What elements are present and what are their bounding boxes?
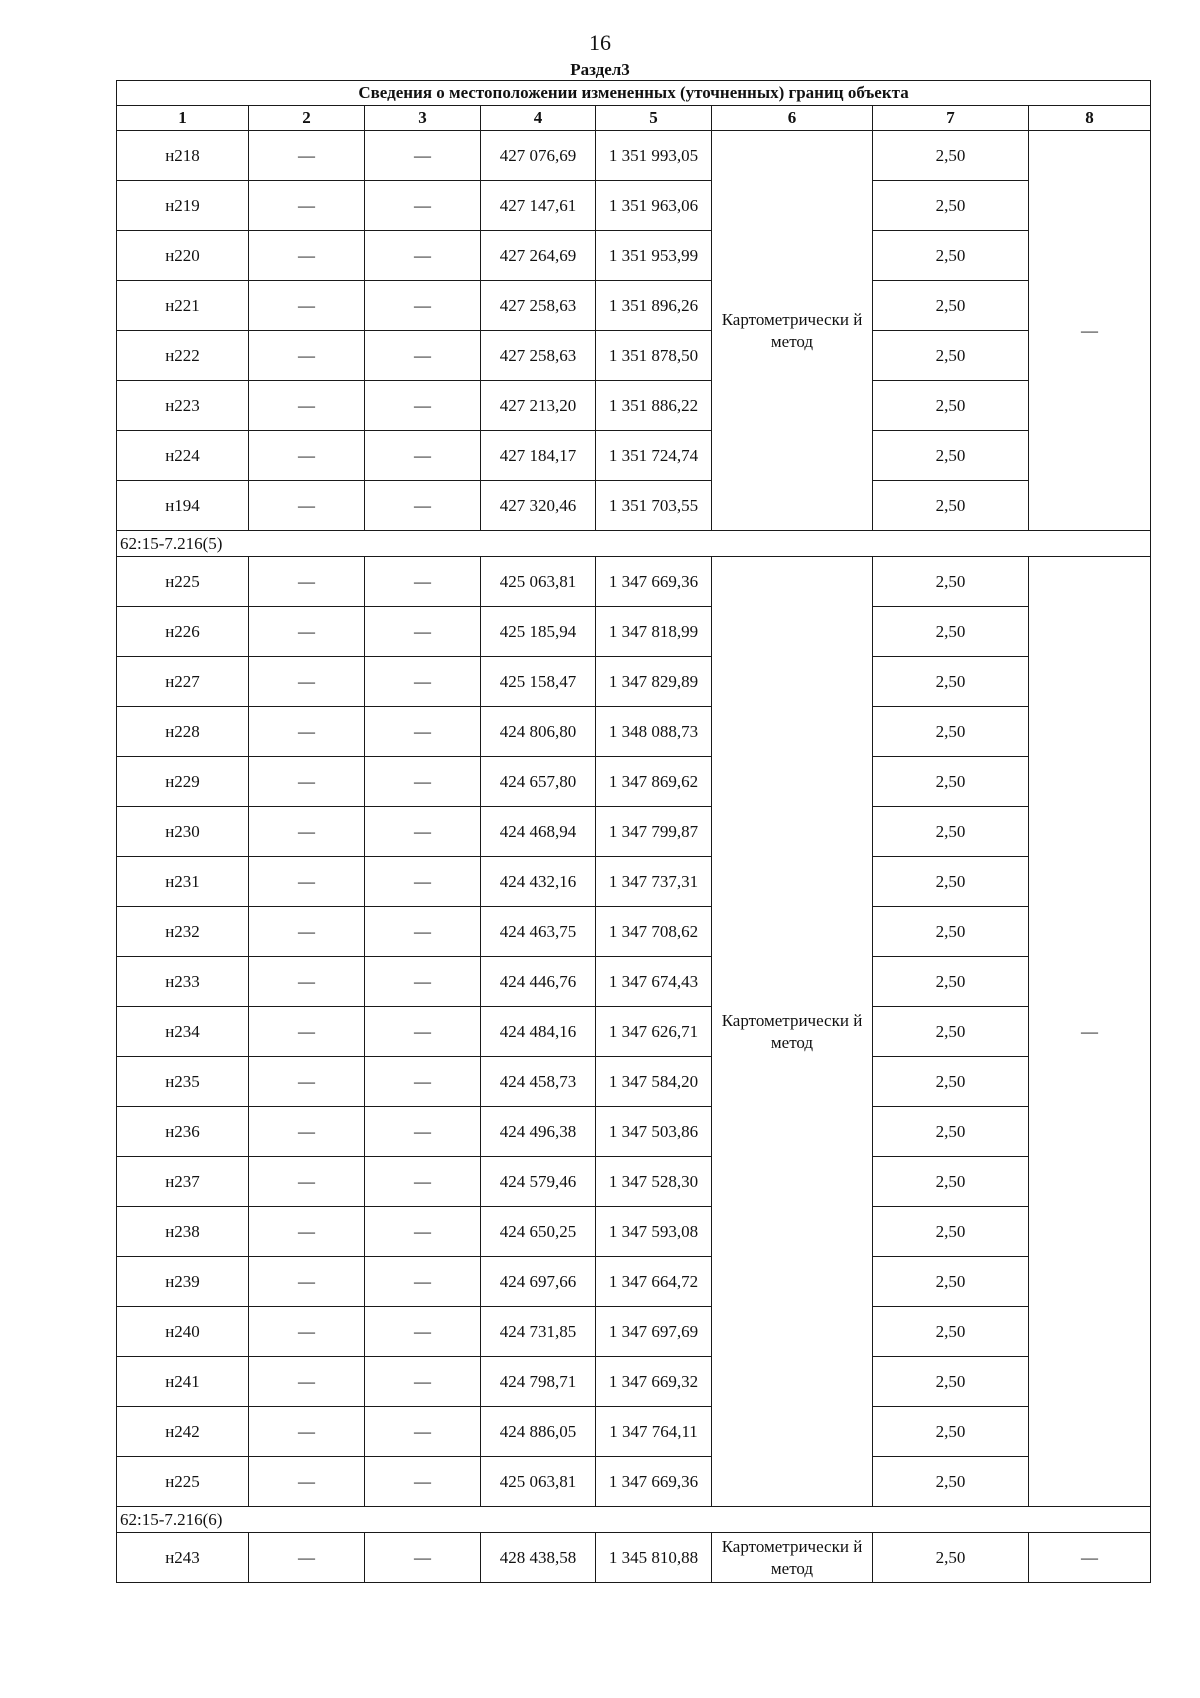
col3-value: — (365, 757, 481, 807)
column-number-row (117, 106, 1151, 131)
col3-value: — (365, 807, 481, 857)
y-coordinate: 1 347 818,99 (596, 607, 712, 657)
accuracy-value: 2,50 (873, 607, 1029, 657)
x-coordinate: 427 184,17 (481, 431, 596, 481)
col3-value: — (365, 1207, 481, 1257)
table-row (117, 657, 1151, 707)
accuracy-value: 2,50 (873, 1257, 1029, 1307)
boundary-points-table (116, 80, 1151, 1583)
x-coordinate: 427 258,63 (481, 331, 596, 381)
x-coordinate: 424 579,46 (481, 1157, 596, 1207)
col2-value: — (249, 657, 365, 707)
y-coordinate: 1 347 664,72 (596, 1257, 712, 1307)
y-coordinate: 1 347 669,32 (596, 1357, 712, 1407)
y-coordinate: 1 351 953,99 (596, 231, 712, 281)
point-name: н233 (117, 957, 249, 1007)
table-row (117, 281, 1151, 331)
col3-value: — (365, 957, 481, 1007)
accuracy-value: 2,50 (873, 381, 1029, 431)
col2-value: — (249, 1307, 365, 1357)
y-coordinate: 1 347 764,11 (596, 1407, 712, 1457)
x-coordinate: 424 463,75 (481, 907, 596, 957)
col2-value: — (249, 707, 365, 757)
point-name: н230 (117, 807, 249, 857)
col3-value: — (365, 1533, 481, 1583)
x-coordinate: 424 731,85 (481, 1307, 596, 1357)
col2-value: — (249, 907, 365, 957)
col3-value: — (365, 431, 481, 481)
col3-value: — (365, 1107, 481, 1157)
col3-value: — (365, 231, 481, 281)
x-coordinate: 425 063,81 (481, 557, 596, 607)
table-row (117, 1357, 1151, 1407)
point-name: н239 (117, 1257, 249, 1307)
x-coordinate: 424 650,25 (481, 1207, 596, 1257)
col2-value: — (249, 381, 365, 431)
y-coordinate: 1 347 584,20 (596, 1057, 712, 1107)
point-name: н238 (117, 1207, 249, 1257)
parcel-label-row (117, 1507, 1151, 1533)
y-coordinate: 1 351 886,22 (596, 381, 712, 431)
method-cell: Картометрически й метод (712, 557, 873, 1507)
x-coordinate: 424 484,16 (481, 1007, 596, 1057)
point-name: н231 (117, 857, 249, 907)
y-coordinate: 1 347 626,71 (596, 1007, 712, 1057)
table-row (117, 807, 1151, 857)
y-coordinate: 1 351 993,05 (596, 131, 712, 181)
x-coordinate: 427 213,20 (481, 381, 596, 431)
accuracy-value: 2,50 (873, 907, 1029, 957)
point-name: н223 (117, 381, 249, 431)
col3-value: — (365, 381, 481, 431)
point-name: н194 (117, 481, 249, 531)
accuracy-value: 2,50 (873, 757, 1029, 807)
x-coordinate: 424 446,76 (481, 957, 596, 1007)
method-cell: Картометрически й метод (712, 1533, 873, 1583)
column-number: 2 (249, 106, 365, 131)
table-row (117, 757, 1151, 807)
col8-value: — (1029, 557, 1151, 1507)
col3-value: — (365, 1457, 481, 1507)
table-row (117, 1533, 1151, 1583)
parcel-label: 62:15-7.216(5) (117, 531, 1151, 557)
col3-value: — (365, 331, 481, 381)
y-coordinate: 1 351 878,50 (596, 331, 712, 381)
col3-value: — (365, 907, 481, 957)
column-number: 4 (481, 106, 596, 131)
col2-value: — (249, 957, 365, 1007)
y-coordinate: 1 347 799,87 (596, 807, 712, 857)
table-row (117, 181, 1151, 231)
point-name: н236 (117, 1107, 249, 1157)
y-coordinate: 1 351 724,74 (596, 431, 712, 481)
point-name: н227 (117, 657, 249, 707)
table-row (117, 431, 1151, 481)
col2-value: — (249, 1107, 365, 1157)
point-name: н222 (117, 331, 249, 381)
table-row (117, 481, 1151, 531)
col2-value: — (249, 281, 365, 331)
col2-value: — (249, 1157, 365, 1207)
col2-value: — (249, 857, 365, 907)
y-coordinate: 1 351 896,26 (596, 281, 712, 331)
col3-value: — (365, 1257, 481, 1307)
x-coordinate: 427 320,46 (481, 481, 596, 531)
y-coordinate: 1 347 697,69 (596, 1307, 712, 1357)
accuracy-value: 2,50 (873, 231, 1029, 281)
y-coordinate: 1 351 963,06 (596, 181, 712, 231)
accuracy-value: 2,50 (873, 1357, 1029, 1407)
accuracy-value: 2,50 (873, 331, 1029, 381)
x-coordinate: 427 076,69 (481, 131, 596, 181)
accuracy-value: 2,50 (873, 131, 1029, 181)
point-name: н225 (117, 1457, 249, 1507)
accuracy-value: 2,50 (873, 1307, 1029, 1357)
column-number: 6 (712, 106, 873, 131)
point-name: н234 (117, 1007, 249, 1057)
x-coordinate: 424 657,80 (481, 757, 596, 807)
col2-value: — (249, 1533, 365, 1583)
table-row (117, 1207, 1151, 1257)
point-name: н225 (117, 557, 249, 607)
point-name: н228 (117, 707, 249, 757)
x-coordinate: 425 063,81 (481, 1457, 596, 1507)
x-coordinate: 427 258,63 (481, 281, 596, 331)
table-row (117, 907, 1151, 957)
point-name: н229 (117, 757, 249, 807)
col2-value: — (249, 757, 365, 807)
table-row (117, 1157, 1151, 1207)
col2-value: — (249, 131, 365, 181)
table-row (117, 857, 1151, 907)
col3-value: — (365, 857, 481, 907)
col2-value: — (249, 431, 365, 481)
table-row (117, 1457, 1151, 1507)
table-row (117, 1407, 1151, 1457)
table-row (117, 1057, 1151, 1107)
col2-value: — (249, 1407, 365, 1457)
col2-value: — (249, 1257, 365, 1307)
x-coordinate: 424 468,94 (481, 807, 596, 857)
accuracy-value: 2,50 (873, 1533, 1029, 1583)
col3-value: — (365, 131, 481, 181)
col2-value: — (249, 331, 365, 381)
parcel-label: 62:15-7.216(6) (117, 1507, 1151, 1533)
point-name: н219 (117, 181, 249, 231)
col2-value: — (249, 607, 365, 657)
point-name: н224 (117, 431, 249, 481)
point-name: н218 (117, 131, 249, 181)
col2-value: — (249, 231, 365, 281)
col3-value: — (365, 1357, 481, 1407)
col2-value: — (249, 1057, 365, 1107)
accuracy-value: 2,50 (873, 431, 1029, 481)
col3-value: — (365, 181, 481, 231)
point-name: н242 (117, 1407, 249, 1457)
point-name: н232 (117, 907, 249, 957)
accuracy-value: 2,50 (873, 481, 1029, 531)
col3-value: — (365, 1407, 481, 1457)
col8-value: — (1029, 131, 1151, 531)
accuracy-value: 2,50 (873, 857, 1029, 907)
table-caption: Сведения о местоположении измененных (уточненных) границ объекта (117, 81, 1151, 106)
col3-value: — (365, 1307, 481, 1357)
table-row (117, 557, 1151, 607)
accuracy-value: 2,50 (873, 557, 1029, 607)
col3-value: — (365, 1157, 481, 1207)
point-name: н243 (117, 1533, 249, 1583)
col2-value: — (249, 807, 365, 857)
accuracy-value: 2,50 (873, 1107, 1029, 1157)
x-coordinate: 424 432,16 (481, 857, 596, 907)
accuracy-value: 2,50 (873, 1457, 1029, 1507)
table-row (117, 231, 1151, 281)
accuracy-value: 2,50 (873, 1157, 1029, 1207)
x-coordinate: 424 496,38 (481, 1107, 596, 1157)
table-row (117, 1107, 1151, 1157)
x-coordinate: 424 458,73 (481, 1057, 596, 1107)
column-number: 8 (1029, 106, 1151, 131)
y-coordinate: 1 345 810,88 (596, 1533, 712, 1583)
col3-value: — (365, 707, 481, 757)
y-coordinate: 1 347 503,86 (596, 1107, 712, 1157)
col2-value: — (249, 1357, 365, 1407)
y-coordinate: 1 347 737,31 (596, 857, 712, 907)
y-coordinate: 1 347 829,89 (596, 657, 712, 707)
x-coordinate: 424 697,66 (481, 1257, 596, 1307)
col8-value: — (1029, 1533, 1151, 1583)
x-coordinate: 424 886,05 (481, 1407, 596, 1457)
accuracy-value: 2,50 (873, 281, 1029, 331)
point-name: н240 (117, 1307, 249, 1357)
col3-value: — (365, 281, 481, 331)
col2-value: — (249, 1207, 365, 1257)
x-coordinate: 424 798,71 (481, 1357, 596, 1407)
page-number: 16 (589, 30, 611, 55)
y-coordinate: 1 351 703,55 (596, 481, 712, 531)
accuracy-value: 2,50 (873, 957, 1029, 1007)
accuracy-value: 2,50 (873, 657, 1029, 707)
y-coordinate: 1 347 869,62 (596, 757, 712, 807)
accuracy-value: 2,50 (873, 1057, 1029, 1107)
point-name: н226 (117, 607, 249, 657)
table-row (117, 957, 1151, 1007)
x-coordinate: 427 147,61 (481, 181, 596, 231)
x-coordinate: 425 158,47 (481, 657, 596, 707)
table-row (117, 607, 1151, 657)
y-coordinate: 1 347 593,08 (596, 1207, 712, 1257)
accuracy-value: 2,50 (873, 181, 1029, 231)
col3-value: — (365, 1007, 481, 1057)
x-coordinate: 428 438,58 (481, 1533, 596, 1583)
accuracy-value: 2,50 (873, 1007, 1029, 1057)
accuracy-value: 2,50 (873, 707, 1029, 757)
table-row (117, 381, 1151, 431)
col2-value: — (249, 481, 365, 531)
point-name: н220 (117, 231, 249, 281)
y-coordinate: 1 348 088,73 (596, 707, 712, 757)
column-number: 3 (365, 106, 481, 131)
y-coordinate: 1 347 708,62 (596, 907, 712, 957)
accuracy-value: 2,50 (873, 807, 1029, 857)
y-coordinate: 1 347 528,30 (596, 1157, 712, 1207)
table-row (117, 131, 1151, 181)
column-number: 5 (596, 106, 712, 131)
table-row (117, 707, 1151, 757)
col2-value: — (249, 557, 365, 607)
column-number: 1 (117, 106, 249, 131)
y-coordinate: 1 347 674,43 (596, 957, 712, 1007)
point-name: н241 (117, 1357, 249, 1407)
col3-value: — (365, 657, 481, 707)
section-title: Раздел3 (570, 60, 630, 79)
method-cell: Картометрически й метод (712, 131, 873, 531)
x-coordinate: 424 806,80 (481, 707, 596, 757)
y-coordinate: 1 347 669,36 (596, 557, 712, 607)
accuracy-value: 2,50 (873, 1207, 1029, 1257)
y-coordinate: 1 347 669,36 (596, 1457, 712, 1507)
table-row (117, 1307, 1151, 1357)
point-name: н221 (117, 281, 249, 331)
col3-value: — (365, 481, 481, 531)
column-number: 7 (873, 106, 1029, 131)
table-row (117, 1007, 1151, 1057)
col2-value: — (249, 181, 365, 231)
col2-value: — (249, 1007, 365, 1057)
parcel-label-row (117, 531, 1151, 557)
x-coordinate: 427 264,69 (481, 231, 596, 281)
point-name: н237 (117, 1157, 249, 1207)
x-coordinate: 425 185,94 (481, 607, 596, 657)
col3-value: — (365, 607, 481, 657)
table-row (117, 1257, 1151, 1307)
table-row (117, 331, 1151, 381)
col2-value: — (249, 1457, 365, 1507)
col3-value: — (365, 557, 481, 607)
point-name: н235 (117, 1057, 249, 1107)
accuracy-value: 2,50 (873, 1407, 1029, 1457)
col3-value: — (365, 1057, 481, 1107)
